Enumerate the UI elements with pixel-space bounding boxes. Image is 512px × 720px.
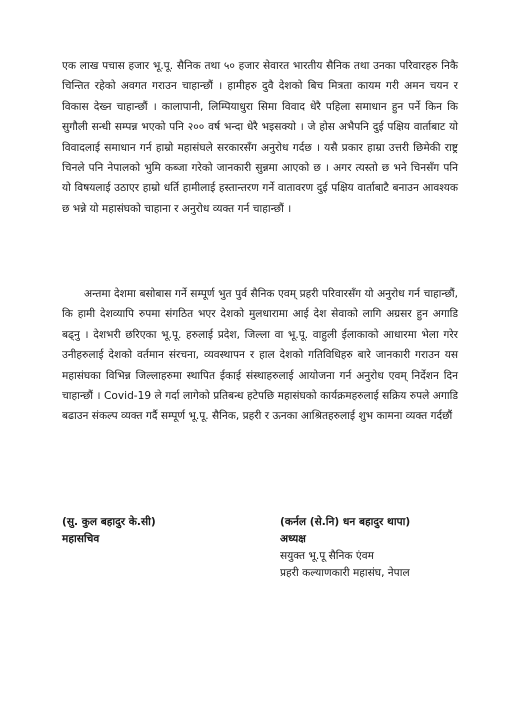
paragraph-2: अन्तमा देशमा बसोबास गर्ने सम्पूर्ण भुत पुर्व सैनिक एवम् प्रहरी परिवारसँग यो अनुरोध गर्न चाहान्छौं, कि हामी देशव्यापि रुपमा संगठित भएर देशको मुलधारामा आई देश सेवाको लागि अग्रसर हुन अगाडि बढ्नु । देशभरी छरिएका भू.पू. हरुलाई प्रदेश, जिल्ला वा भू.पू. वाहुली ईलाकाको आधारमा भेला गरेर उनीहरुलाई देशको वर्तमान संरचना, व्यवस्थापन र हाल देशको गतिविधिहरु बारे जानकारी गराउन यस महासंघका विभिन्न जिल्लाहरुमा स्थापित ईकाई संस्थाहरुलाई आयोजना गर्न अनुरोध एवम् निर्देशन दिन चाहान्छौं । Covid-19 ले गर्दा लागेको प्रतिबन्ध हटेपछि महासंघको कार्यक्रमहरुलाई सक्रिय रुपले अगाडि बढाउन संकल्प व्यक्त गर्दै सम्पूर्ण भू.पू. सैनिक, प्रहरी र ऊनका आश्रितहरुलाई शुभ कामना व्यक्त गर्दछौं: [62, 288, 458, 423]
signature-block-left: [62, 514, 156, 548]
left-signatory-name: (सु. कुल बहादुर के.सी): [62, 516, 156, 528]
left-signatory-title: महासचिव: [62, 533, 100, 545]
signature-block-right: [280, 514, 410, 582]
right-signatory-title: अध्यक्ष: [280, 533, 306, 545]
right-signatory-name: (कर्नल (से.नि) धन बहादुर थापा): [280, 516, 411, 528]
right-org-line-2: प्रहरी कल्याणकारी महासंघ, नेपाल: [280, 567, 410, 579]
paragraph-1: एक लाख पचास हजार भू.पू. सैनिक तथा ५० हजार सेवारत भारतीय सैनिक तथा उनका परिवारहरु निकै चिन्तित रहेको अवगत गराउन चाहान्छौं । हामीहरु दुवै देशको बिच मित्रता कायम गरी अमन चयन र विकास देख्न चाहान्छौं । कालापानी, लिम्पियाधुरा सिमा विवाद धेरै पहिला समाधान हुन पर्ने किन कि सुगौली सन्धी सम्पन्न भएको पनि २०० वर्ष भन्दा धेरै भइसक्यो । जे होस अभैपनि दुई पक्षिय वार्ताबाट यो विवादलाई समाधान गर्न हाम्रो महासंघले सरकारसँग अनुरोध गर्दछ । यसै प्रकार हाम्रा उत्तरी छिमेकी राष्ट्र चिनले पनि नेपालको भुमि कब्जा गरेको जानकारी सुन्नमा आएको छ । अगर त्यस्तो छ भने चिनसँग पनि यो विषयलाई उठाएर हाम्रो धर्ति हामीलाई हस्तान्तरण गर्ने वातावरण दुई पक्षिय वार्ताबाटै बनाउन आवश्यक छ भन्ने यो महासंघको चाहाना र अनुरोध व्यक्त गर्न चाहान्छौं ।: [62, 60, 458, 215]
right-org-line-1: सयुक्त भू.पू सैनिक एंवम: [280, 550, 374, 562]
